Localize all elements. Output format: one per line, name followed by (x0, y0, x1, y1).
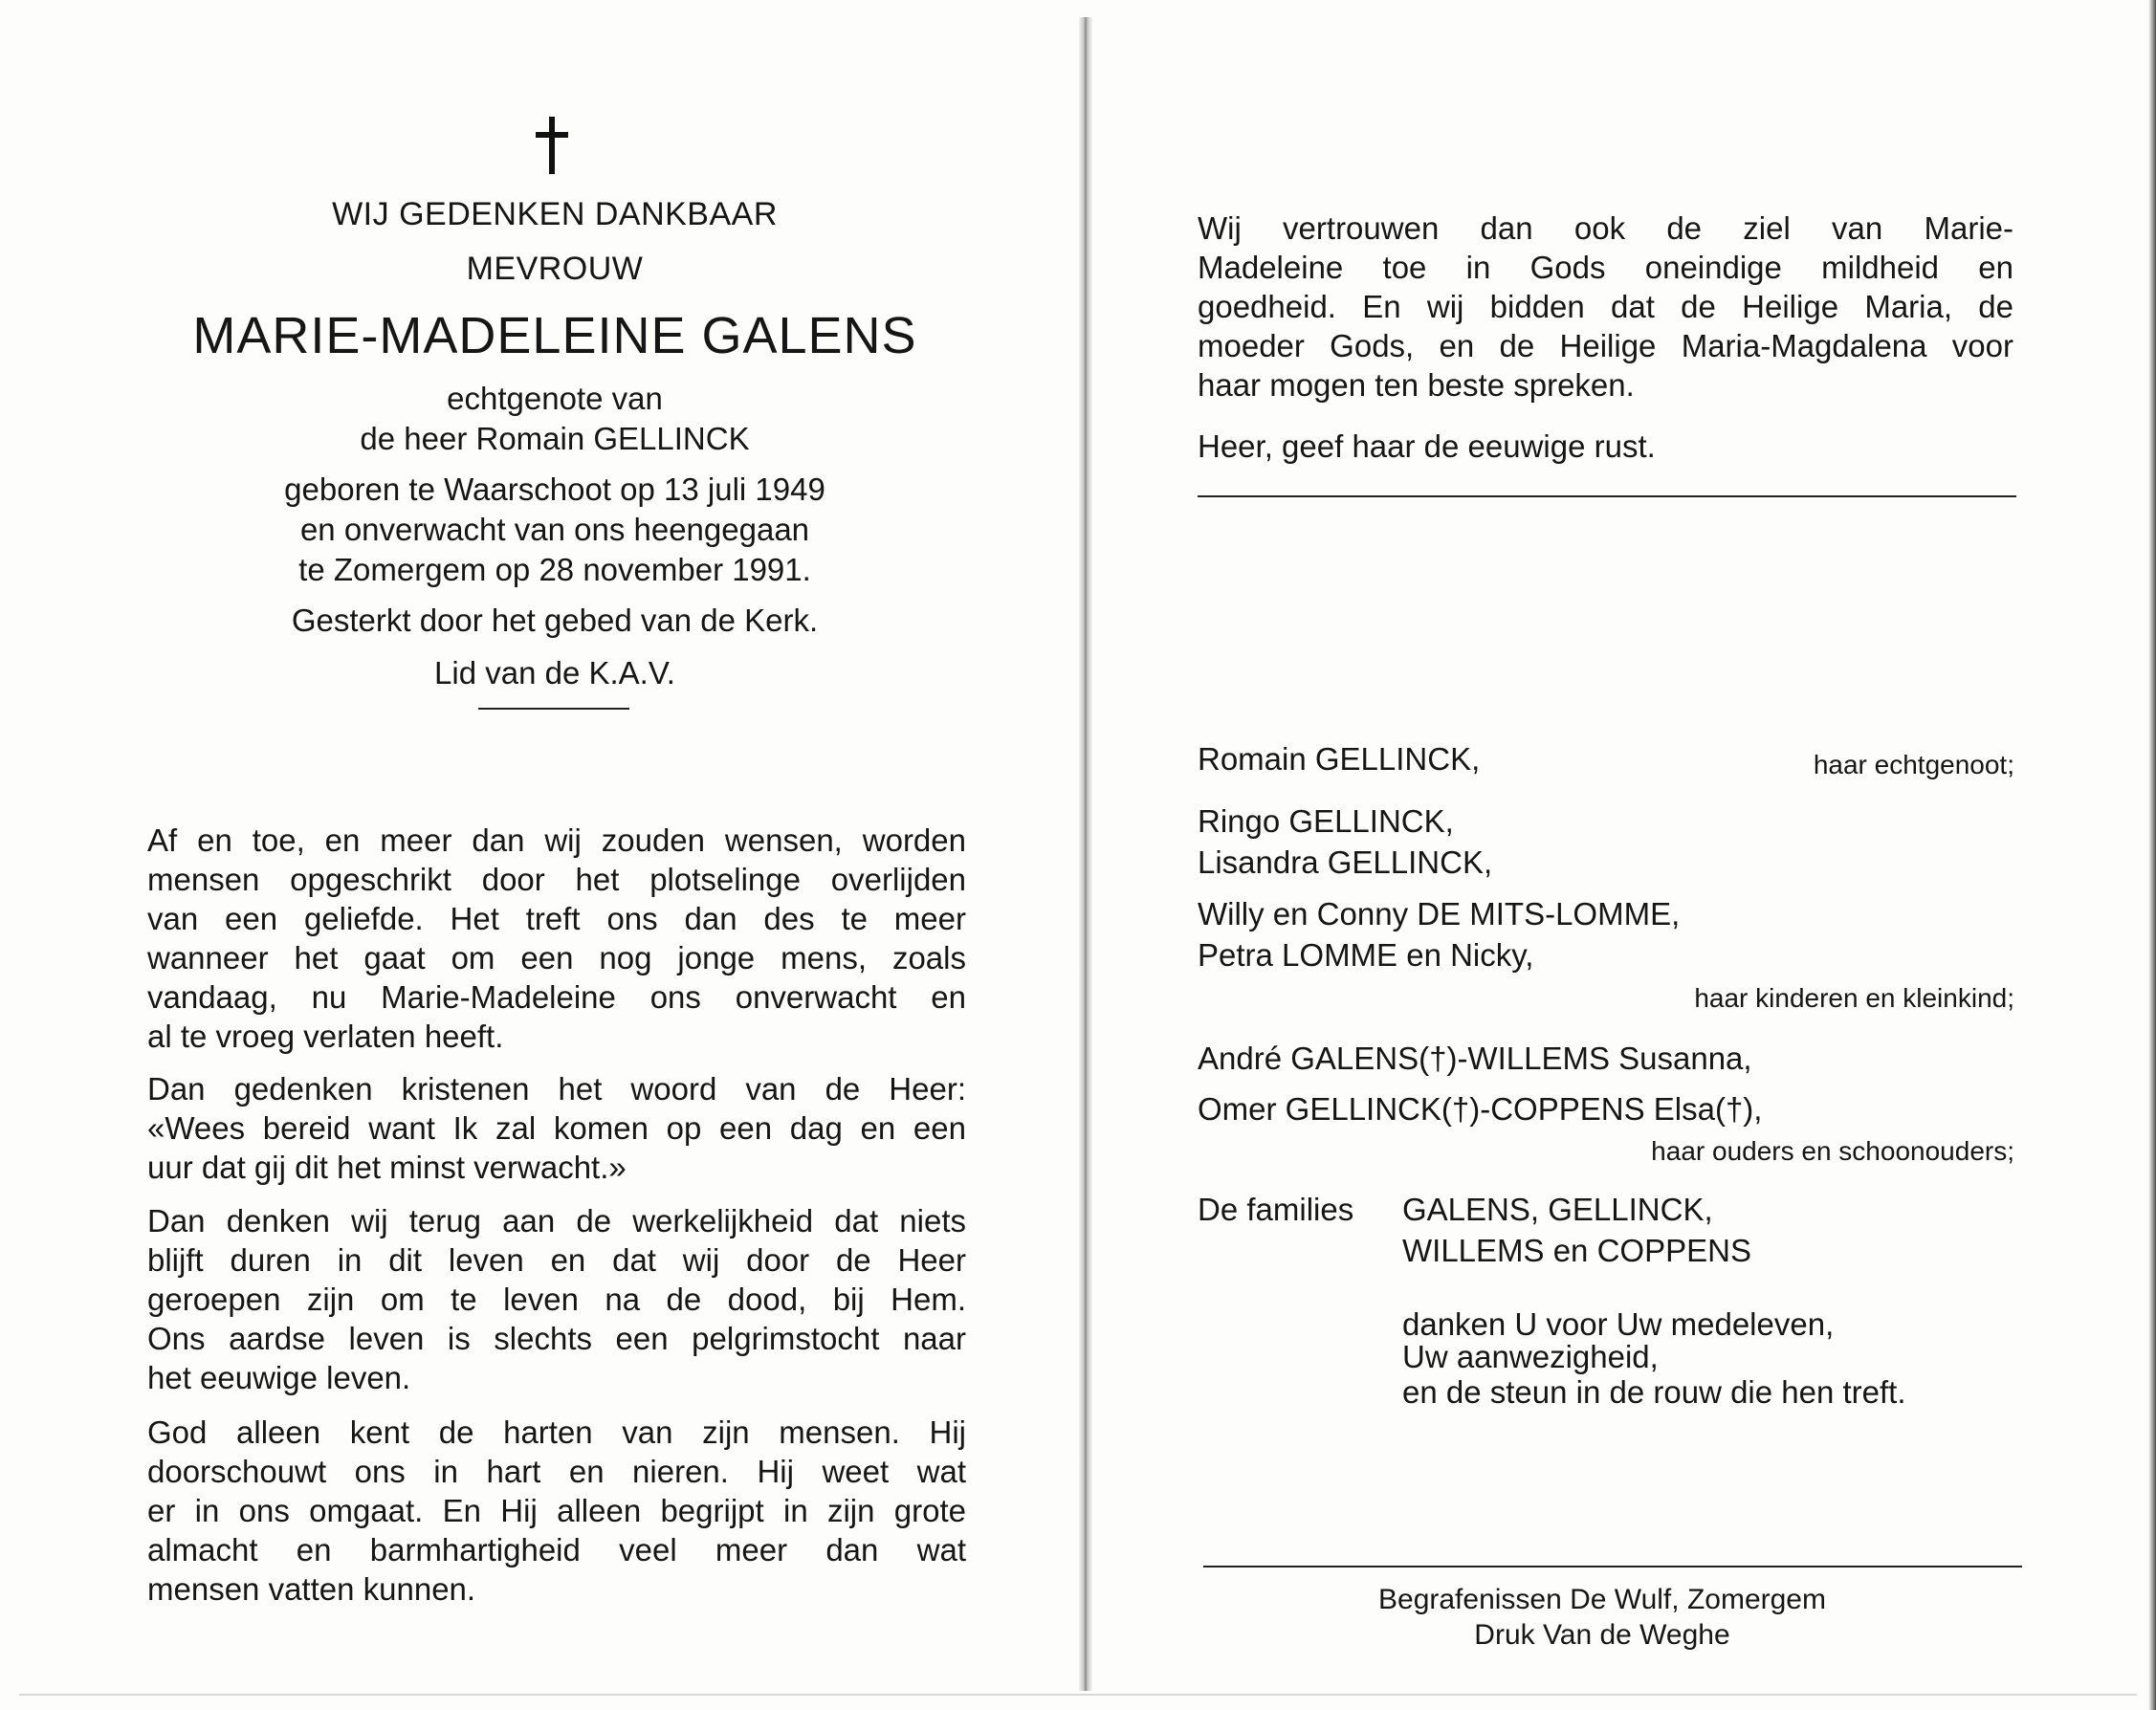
family-child: Petra LOMME en Nicky, (1198, 937, 1534, 973)
divider (1203, 1566, 2022, 1568)
printer-line: Druk Van de Weghe (1474, 1619, 1730, 1651)
text-line: God alleen kent de harten van zijn mensen. Hij (147, 1414, 966, 1450)
text-line: moeder Gods, en de Heilige Maria-Magdalena voor (1198, 328, 2013, 363)
family-parents: Omer GELLINCK(†)-COPPENS Elsa(†), (1198, 1091, 1763, 1127)
text-line: geroepen zijn om te leven na de dood, bij Hem. (147, 1282, 966, 1317)
salutation: MEVROUW (466, 251, 644, 287)
deceased-name: MARIE-MADELEINE GALENS (192, 307, 917, 364)
text-line: Dan denken wij terug aan de werkelijkheid dat niets (147, 1203, 966, 1239)
families-names: WILLEMS en COPPENS (1402, 1233, 1751, 1268)
text-line: doorschouwt ons in hart en nieren. Hij weet wat (147, 1454, 966, 1489)
spouse-line-2: de heer Romain GELLINCK (360, 421, 750, 456)
family-children-role: haar kinderen en kleinkind; (1694, 983, 2014, 1013)
text-line: wanneer het gaat om een nog jonge mens, zoals (147, 940, 966, 976)
spouse-line-1: echtgenote van (447, 381, 663, 416)
text-line: Ons aardse leven is slechts een pelgrimstocht naar (147, 1321, 966, 1356)
families-names: GALENS, GELLINCK, (1402, 1192, 1713, 1227)
text-line: het eeuwige leven. (147, 1360, 411, 1395)
birth-line: geboren te Waarschoot op 13 juli 1949 (284, 471, 825, 507)
text-line: vandaag, nu Marie-Madeleine ons onverwacht en (147, 979, 966, 1015)
divider (1198, 495, 2016, 497)
cross-icon (536, 117, 568, 174)
text-line: «Wees bereid want Ik zal komen op een dag en een (147, 1110, 966, 1146)
card-edge-right (2148, 0, 2156, 1710)
text-line: al te vroeg verlaten heeft. (147, 1019, 504, 1054)
text-line: Dan gedenken kristenen het woord van de Heer: (147, 1071, 966, 1107)
text-line: er in ons omgaat. En Hij alleen begrijpt in zijn grote (147, 1493, 966, 1528)
member-line: Lid van de K.A.V. (434, 655, 675, 691)
text-line: Madeleine toe in Gods oneindige mildheid en (1198, 250, 2013, 285)
text-line: goedheid. En wij bidden dat de Heilige Maria, de (1198, 289, 2013, 324)
death-line-2: te Zomergem op 28 november 1991. (298, 552, 811, 587)
death-line-1: en onverwacht van ons heengegaan (299, 512, 810, 547)
card-fold (1079, 17, 1092, 1691)
thanks-line: en de steun in de rouw die hen treft. (1402, 1374, 1906, 1410)
text-line: blijft duren in dit leven en dat wij door de Heer (147, 1242, 966, 1278)
family-parents-role: haar ouders en schoonouders; (1651, 1136, 2014, 1166)
intro-line: WIJ GEDENKEN DANKBAAR (332, 196, 778, 232)
families-prefix: De families (1198, 1192, 1354, 1227)
family-husband-role: haar echtgenoot; (1813, 750, 2014, 779)
text-line: haar mogen ten beste spreken. (1198, 367, 1635, 403)
card-edge (19, 1694, 2137, 1696)
text-line: van een geliefde. Het treft ons dan des te meer (147, 901, 966, 936)
thanks-line: Uw aanwezigheid, (1402, 1339, 1659, 1374)
text-line: Wij vertrouwen dan ook de ziel van Marie- (1198, 210, 2013, 246)
text-line: Af en toe, en meer dan wij zouden wensen, worden (147, 822, 966, 858)
prayer-line: Heer, geef haar de eeuwige rust. (1198, 428, 1656, 464)
undertaker-line: Begrafenissen De Wulf, Zomergem (1378, 1584, 1826, 1615)
text-line: mensen vatten kunnen. (147, 1571, 476, 1607)
text-line: mensen opgeschrikt door het plotselinge overlijden (147, 862, 966, 897)
family-parents: André GALENS(†)-WILLEMS Susanna, (1198, 1041, 1752, 1076)
text-line: almacht en barmhartigheid veel meer dan wat (147, 1532, 966, 1568)
family-child: Willy en Conny DE MITS-LOMME, (1198, 896, 1681, 932)
family-child: Lisandra GELLINCK, (1198, 844, 1493, 880)
divider (478, 708, 629, 710)
text-line: uur dat gij dit het minst verwacht.» (147, 1150, 627, 1185)
strengthened-line: Gesterkt door het gebed van de Kerk. (291, 603, 819, 638)
family-child: Ringo GELLINCK, (1198, 803, 1454, 839)
family-husband: Romain GELLINCK, (1198, 741, 1481, 777)
thanks-line: danken U voor Uw medeleven, (1402, 1306, 1835, 1342)
